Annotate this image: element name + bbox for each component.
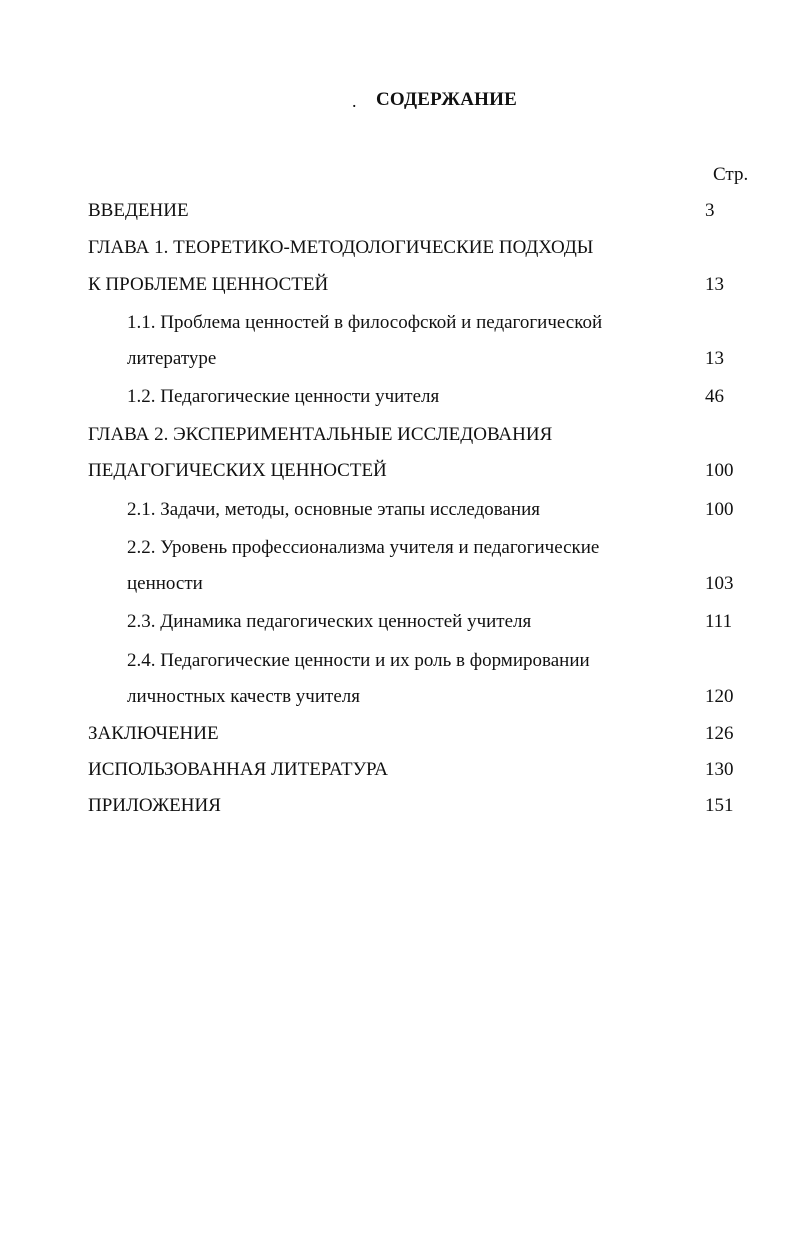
toc-entry-page: 120 [705, 686, 734, 707]
toc-entry-text: ценности [127, 573, 203, 594]
toc-entry-text: ИСПОЛЬЗОВАННАЯ ЛИТЕРАТУРА [88, 759, 388, 780]
toc-entry [0, 272, 795, 302]
toc-entry [0, 198, 795, 228]
toc-entry-page: 46 [705, 386, 724, 407]
toc-entry-page: 111 [705, 611, 733, 632]
toc-entry-text: К ПРОБЛЕМЕ ЦЕННОСТЕЙ [88, 274, 329, 295]
toc-entry-page: 151 [705, 795, 734, 816]
toc-entry-page: 126 [705, 723, 734, 744]
toc-entry-text: 1.2. Педагогические ценности учителя [127, 386, 440, 407]
toc-entry-text: ГЛАВА 1. ТЕОРЕТИКО-МЕТОДОЛОГИЧЕСКИЕ ПОДХОДЫ [88, 237, 594, 258]
page-title: СОДЕРЖАНИЕ [376, 89, 517, 110]
toc-entry-text: личностных качеств учителя [127, 686, 360, 707]
toc-entry-page: 103 [705, 573, 734, 594]
toc-entry-page: 100 [705, 499, 734, 520]
toc-entry [0, 310, 795, 340]
toc-entry-text: 2.3. Динамика педагогических ценностей учителя [127, 611, 532, 632]
toc-entry [0, 648, 795, 678]
toc-entry [0, 684, 795, 714]
toc-entry-page: 3 [705, 200, 715, 221]
toc-entry [0, 535, 795, 565]
toc-entry [0, 235, 795, 265]
toc-entry-text: 2.2. Уровень профессионализма учителя и педагогические [127, 537, 600, 558]
toc-entry [0, 346, 795, 376]
toc-entry [0, 721, 795, 751]
toc-entry [0, 458, 795, 488]
toc-entry-text: 1.1. Проблема ценностей в философской и педагогической [127, 312, 603, 333]
toc-entry [0, 757, 795, 787]
toc-entry-text: ЗАКЛЮЧЕНИЕ [88, 723, 219, 744]
toc-entry [0, 793, 795, 823]
stray-mark: . [352, 91, 357, 111]
toc-entry [0, 384, 795, 414]
page-column-header: Стр. [713, 164, 749, 185]
toc-entry-page: 130 [705, 759, 734, 780]
toc-entry-text: 2.1. Задачи, методы, основные этапы исследования [127, 499, 540, 520]
toc-entry-page: 100 [705, 460, 734, 481]
toc-entry [0, 609, 795, 639]
toc-entry [0, 497, 795, 527]
toc-entry [0, 422, 795, 452]
toc-entry-text: ПРИЛОЖЕНИЯ [88, 795, 221, 816]
toc-entry-page: 13 [705, 348, 724, 369]
toc-entry-text: 2.4. Педагогические ценности и их роль в формировании [127, 650, 590, 671]
toc-entry-text: ПЕДАГОГИЧЕСКИХ ЦЕННОСТЕЙ [88, 460, 387, 481]
toc-entry-text: ГЛАВА 2. ЭКСПЕРИМЕНТАЛЬНЫЕ ИССЛЕДОВАНИЯ [88, 424, 553, 445]
toc-entry [0, 571, 795, 601]
toc-entry-page: 13 [705, 274, 724, 295]
toc-entry-text: литературе [127, 348, 217, 369]
toc-entry-text: ВВЕДЕНИЕ [88, 200, 189, 221]
